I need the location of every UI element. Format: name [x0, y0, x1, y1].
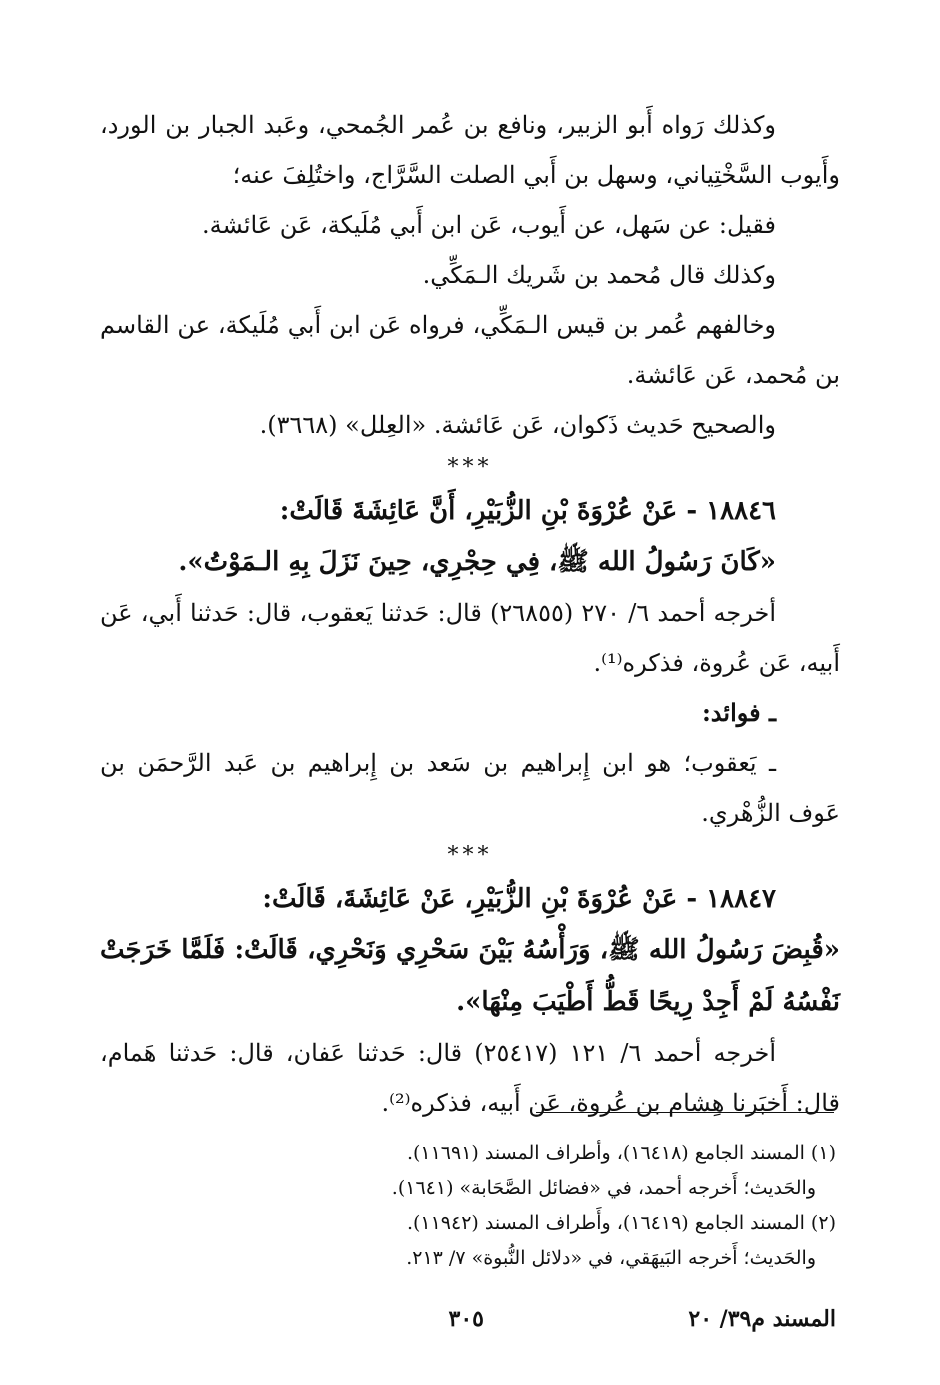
fawaid-heading: ـ فوائد: [701, 698, 776, 727]
section-separator: *** [447, 843, 493, 868]
hadith-18846-heading: ١٨٨٤٦ - عَنْ عُرْوَةَ بْنِ الزُّبَيْرِ، أَنَّ عَائِشَةَ قَالَتْ: [279, 496, 776, 526]
paragraph-narrators: وكذلك رَواه أَبو الزبير، ونافع بن عُمر الجُمحي، وعَبد الجبار بن الورد، وأَيوب السَّخْتِياني، وسهل بن أَبي الصلت السَّرَّاج، واختُلِفَ عنه؛ [100, 111, 840, 189]
hadith-18847-heading: ١٨٨٤٧ - عَنْ عُرْوَةَ بْنِ الزُّبَيْرِ، عَنْ عَائِشَةَ، قَالَتْ: [262, 884, 776, 914]
paragraph-sahih: والصحيح حَديث ذَكوان، عَن عَائشة. «العِلل» (٣٦٦٨). [259, 411, 776, 439]
fawaid-text: ـ يَعقوب؛ هو ابن إِبراهيم بن سَعد بن إِبراهيم بن عَبد الرَّحمَن بن عَوف الزُّهْري. [100, 749, 840, 827]
footnote-2: (٢) المسند الجامع (١٦٤١٩)، وأَطراف المسند (١١٩٤٢). [406, 1212, 836, 1234]
hadith-18846-text: «كَانَ رَسُولُ الله ﷺ، فِي حِجْرِي، حِينَ نَزَلَ بِهِ الـمَوْتُ». [178, 547, 776, 577]
footnote-divider [536, 1112, 834, 1113]
paragraph-umar-ibn-qays: وخالفهم عُمر بن قيس الـمَكِّي، فرواه عَن ابن أَبي مُلَيكة، عن القاسم بن مُحمد، عَن عَائشة. [100, 311, 840, 389]
hadith-18847-text: «قُبِضَ رَسُولُ الله ﷺ، وَرَأْسُهُ بَيْنَ سَحْرِي وَنَحْرِي، قَالَتْ: فَلَمَّا خَرَجَتْ نَفْسُهُ لَمْ أَجِدْ رِيحًا قَطُّ أَطْيَبَ مِنْهَا». [100, 935, 840, 1017]
page-footer [100, 1306, 836, 1342]
footnote-1: (١) المسند الجامع (١٦٤١٨)، وأطراف المسند (١١٦٩١). [406, 1142, 836, 1164]
hadith-18847-takhrij: أخرجه أحمد ٦/ ١٢١ (٢٥٤١٧) قال: حَدثنا عَفان، قال: حَدثنا هَمام، قال: أَخبَرنا هِشام بن عُروة، عَن أَبيه، فذكره⁽²⁾. [100, 1039, 840, 1117]
hadith-18846-takhrij: أخرجه أحمد ٦/ ٢٧٠ (٢٦٨٥٥) قال: حَدثنا يَعقوب، قال: حَدثنا أَبي، عَن أَبيه، عَن عُروة، فذكره⁽¹⁾. [100, 599, 840, 677]
page-number: ٣٠٥ [448, 1306, 484, 1332]
footnote-2-continuation: والحَديث؛ أَخرجه البَيهَقي، في «دلائل النُّبوة» ٧/ ٢١٣. [406, 1247, 816, 1269]
section-separator: *** [447, 455, 493, 480]
paragraph-sharik: وكذلك قال مُحمد بن شَريك الـمَكِّي. [422, 261, 776, 289]
footnotes [100, 1136, 836, 1276]
footnote-1-continuation: والحَديث؛ أَخرجه أحمد، في «فضائل الصَّحَابة» (١٦٤١). [391, 1177, 816, 1199]
page-body [100, 100, 840, 1128]
paragraph-first-version: فقيل: عن سَهل، عن أَيوب، عَن ابن أَبي مُلَيكة، عَن عَائشة. [201, 211, 776, 239]
volume-signature: المسند م٣٩/ ٢٠ [688, 1306, 836, 1332]
